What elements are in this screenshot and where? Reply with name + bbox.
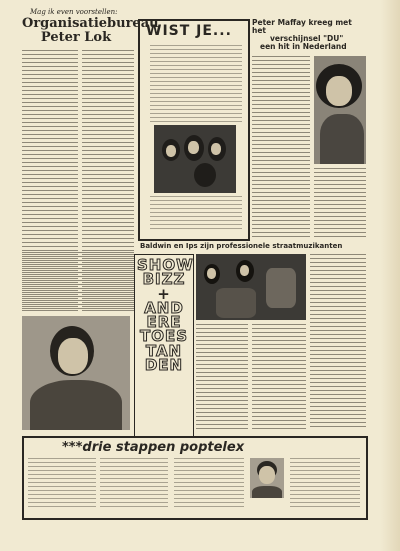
telex-portrait-photo xyxy=(250,458,284,498)
wist-je-text xyxy=(150,196,242,232)
article-title-line: Peter Lok xyxy=(40,29,112,45)
article-title-line: een hit in Nederland xyxy=(260,41,347,51)
article-title xyxy=(252,19,362,51)
pop-telex-title: ***drie stappen poptelex xyxy=(62,440,245,455)
article-kicker: Mag ik even voorstellen: xyxy=(30,8,118,16)
pop-telex-text xyxy=(100,458,168,510)
band-photo xyxy=(154,125,236,193)
article-text-column xyxy=(252,56,310,238)
pop-telex-text xyxy=(174,458,244,510)
article-text-column xyxy=(252,324,306,430)
article-text-column xyxy=(314,168,366,238)
page-edge xyxy=(380,0,400,551)
article-title-line: verschijnsel "DU" xyxy=(270,33,344,43)
singer-portrait-photo xyxy=(314,56,366,164)
wist-je-title: WIST JE... xyxy=(146,23,232,39)
article-title-line: Organisatiebureau xyxy=(22,16,159,31)
show-bizz-logo: SHOW BIZZ + AND ERE TOES TAN DEN xyxy=(137,256,194,374)
article-headline: Baldwin en Ips zijn professionele straatmuzikanten xyxy=(140,242,343,250)
pop-telex-text xyxy=(28,458,96,510)
pop-telex-text xyxy=(290,458,360,510)
man-portrait-photo xyxy=(22,316,130,430)
article-text-column xyxy=(310,254,366,430)
article-text-column xyxy=(22,252,134,312)
wist-je-text xyxy=(150,45,242,123)
article-title-line: Peter Maffay kreeg met het xyxy=(252,18,352,35)
article-title xyxy=(22,16,159,45)
article-text-column xyxy=(196,324,248,430)
street-musicians-photo xyxy=(196,254,306,320)
